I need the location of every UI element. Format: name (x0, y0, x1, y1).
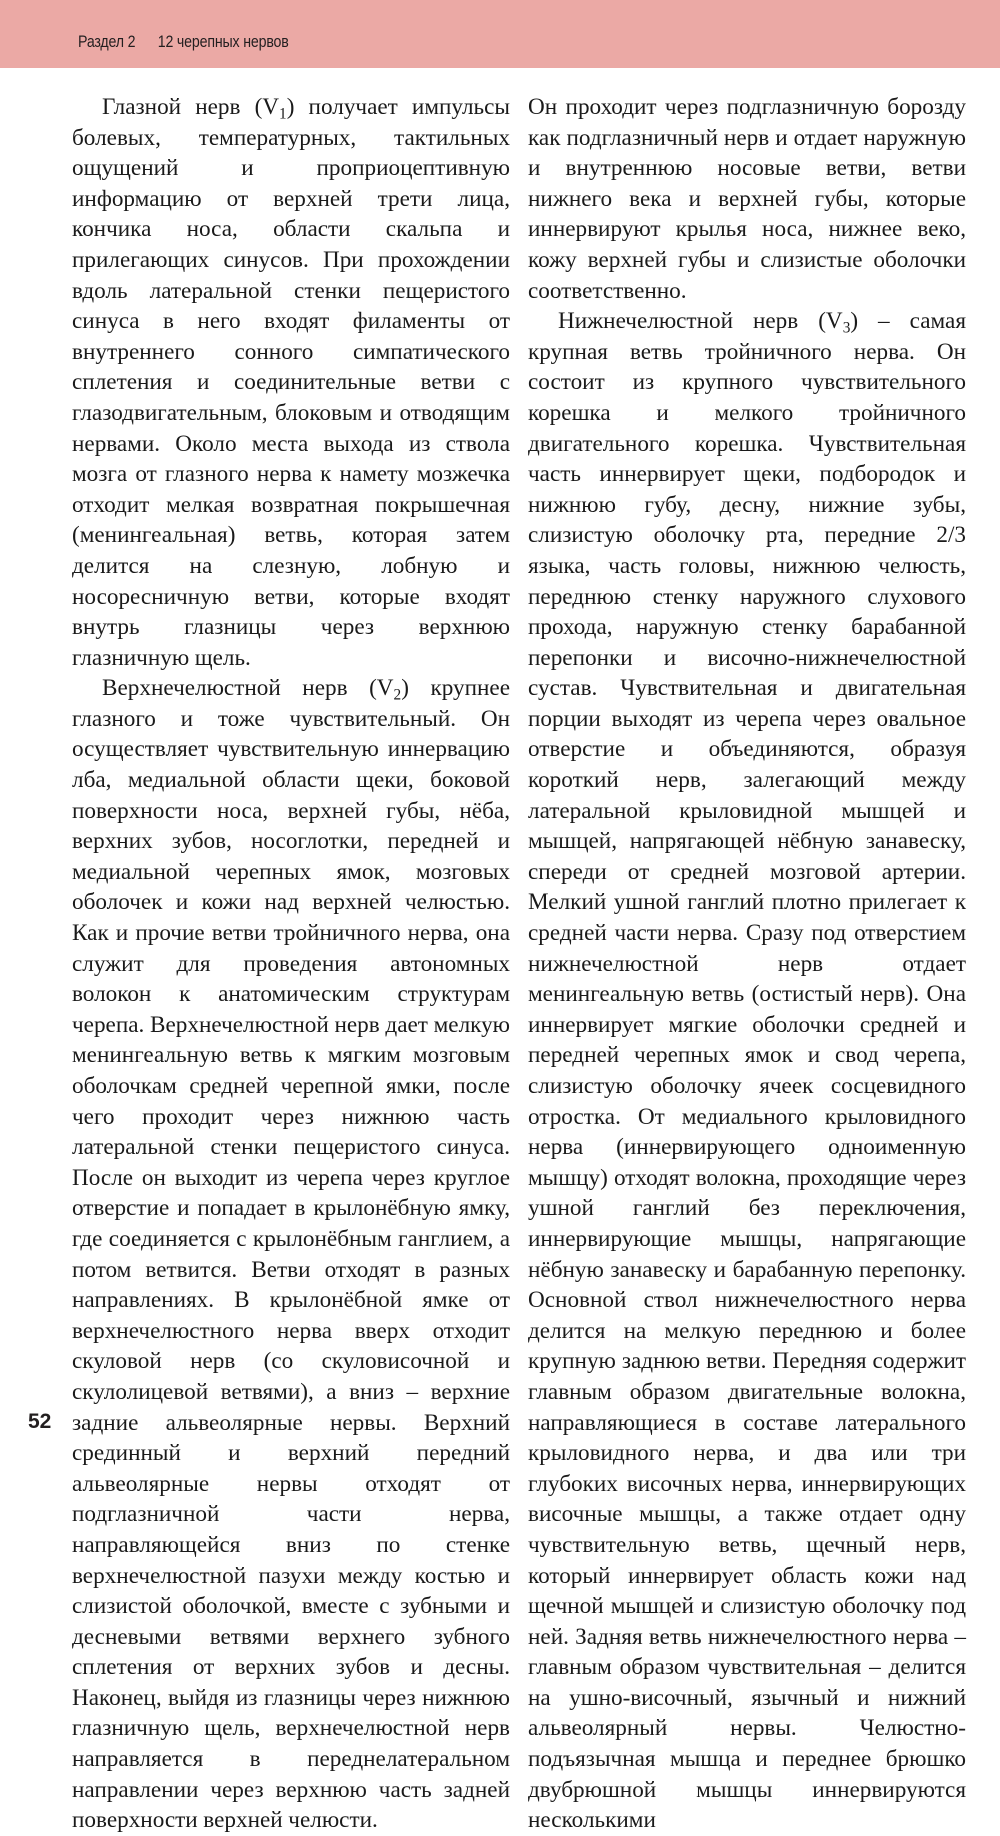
page-number: 52 (28, 1410, 52, 1433)
page-body (0, 68, 1000, 1834)
paragraph-ophthalmic-nerve (72, 92, 510, 673)
running-header (78, 33, 289, 52)
paragraph-text-rest: ) – самая крупная ветвь тройничного нерва. Он состоит из крупного чувствительного корешка и мелкого тройничного двигательного корешка. Чувствительная часть иннервирует щеки, подбородок и нижнюю губу, десну, нижние зубы, слизистую оболочку рта, передние 2/3 языка, часть головы, нижнюю челюсть, переднюю стенку наружного слухового прохода, наружную стенку барабанной перепонки и височно-нижнечелюстной сустав. Чувствительная и двигательная порции выходят из черепа через овальное отверстие и объединяются, образуя короткий нерв, залегающий между латеральной крыловидной мышцей и мышцей, напрягающей нёбную занавеску, спереди от средней мозговой артерии. Мелкий ушной ганглий плотно прилегает к средней части нерва. Сразу под отверстием нижнечелюстной нерв отдает менингеальную ветвь (остистый нерв). Она иннервирует мягкие оболочки средней и передней черепных ямок и свод черепа, слизистую оболочку ячеек сосцевидного отростка. От медиального крыловидного нерва (иннервирующего одноименную мышцу) отходят волокна, проходящие через ушной ганглий без переключения, иннервирующие мышцы, напрягающие нёбную занавеску и барабанную перепонку. Основной ствол нижнечелюстного нерва делится на мелкую переднюю и более крупную заднюю ветви. Передняя содержит главным образом двигательные волокна, направляющиеся в составе латерального крыловидного нерва, и два или три глубоких височных нерва, иннервирующих височные мышцы, а также отдает одну чувствительную ветвь, щечный нерв, который иннервирует область кожи над щечной мышцей и слизистую оболочку под ней. Задняя ветвь нижнечелюстного нерва – главным образом чувствительная – делится на ушно-височный, язычный и нижний альвеолярный нервы. Челюстно-подъязычная мышца и переднее брюшко двубрюшной мышцы иннервируются несколькими (528, 308, 966, 1834)
running-header-section: Раздел 2 (78, 33, 136, 51)
text-column-right (528, 92, 966, 1836)
subscript-v1: 1 (279, 105, 287, 123)
paragraph-text-rest: ) крупнее глазного и тоже чувствительный. Он осуществляет чувствительную иннервацию лба, медиальной области щеки, боковой поверхности носа, верхней губы, нёба, верхних зубов, носоглотки, передней и медиальной черепных ямок, мозговых оболочек и кожи над верхней челюстью. Как и прочие ветви тройничного нерва, она служит для проведения автономных волокон к анатомическим структурам черепа. Верхнечелюстной нерв дает мелкую менингеальную ветвь к мягким мозговым оболочкам средней черепной ямки, после чего проходит через нижнюю часть латеральной стенки пещеристого синуса. После он выходит из черепа через круглое отверстие и попадает в крылонёбную ямку, где соединяется с крылонёбным ганглием, а потом ветвится. Ветви отходят в разных направлениях. В крылонёбной ямке от верхнечелюстного нерва вверх отходит скуловой нерв (со скуловисочной и скулолицевой ветвями), а вниз – верхние задние альвеолярные нервы. Верхний срединный и верхний передний альвеолярные нервы отходят от подглазничной части нерва, направляющейся вниз по стенке верхнечелюстной пазухи между костью и слизистой оболочкой, вместе с зубными и десневыми ветвями верхнего зубного сплетения от верхних зубов и десны. Наконец, выйдя из глазницы через нижнюю глазничную щель, верхнечелюстной нерв направляется в переднелатеральном направлении через верхнюю часть задней поверхности верхней челюсти. (72, 675, 510, 1834)
paragraph-text-rest: ) получает импульсы болевых, температурных, тактильных ощущений и проприоцептивную информацию от верхней трети лица, кончика носа, области скальпа и прилегающих синусов. При прохождении вдоль латеральной стенки пещеристого синуса в него входят филаменты от внутреннего сонного симпатического сплетения и соединительные ветви с глазодвигательным, блоковым и отводящим нервами. Около места выхода из ствола мозга от глазного нерва к намету мозжечка отходит мелкая возвратная покрышечная (менингеальная) ветвь, которая затем делится на слезную, лобную и носоресничную ветви, которые входят внутрь глазницы через верхнюю глазничную щель. (72, 94, 510, 671)
paragraph-text-lead: Глазной нерв (V (102, 94, 280, 120)
paragraph-text: Он проходит через подглазничную борозду как подглазничный нерв и отдает наружную и внутреннюю носовые ветви, ветви нижнего века и верхней губы, которые иннервируют крылья носа, нижнее веко, кожу верхней губы и слизистые оболочки соответственно. (528, 94, 966, 304)
running-header-band (0, 0, 1000, 68)
paragraph-maxillary-nerve (72, 673, 510, 1836)
running-header-title: 12 черепных нервов (157, 33, 289, 51)
subscript-v3: 3 (842, 319, 851, 337)
paragraph-text-lead: Верхнечелюстной нерв (V (102, 675, 394, 702)
subscript-v2: 2 (393, 686, 402, 704)
text-column-left (72, 92, 510, 1836)
paragraph-infraorbital-continuation (528, 92, 966, 306)
paragraph-mandibular-nerve (528, 306, 966, 1836)
paragraph-text-lead: Нижнечелюстной нерв (V (558, 308, 843, 335)
